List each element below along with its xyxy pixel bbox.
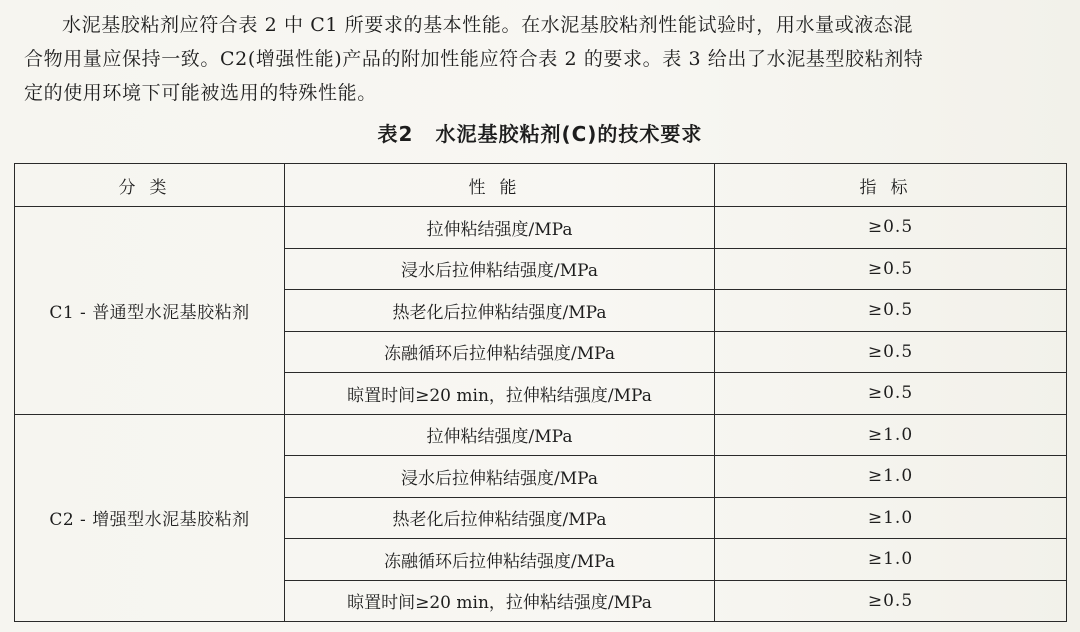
property-cell: 浸水后拉伸粘结强度/MPa xyxy=(285,248,715,290)
index-cell: ≥0.5 xyxy=(715,207,1067,249)
property-cell: 浸水后拉伸粘结强度/MPa xyxy=(285,456,715,498)
property-cell: 冻融循环后拉伸粘结强度/MPa xyxy=(285,331,715,373)
index-cell: ≥0.5 xyxy=(715,290,1067,332)
paragraph-line: 定的使用环境下可能被选用的特殊性能。 xyxy=(24,82,377,104)
index-cell: ≥0.5 xyxy=(715,373,1067,415)
index-cell: ≥1.0 xyxy=(715,497,1067,539)
index-cell: ≥0.5 xyxy=(715,331,1067,373)
property-cell: 晾置时间≥20 min，拉伸粘结强度/MPa xyxy=(285,373,715,415)
paragraph-line: 水泥基胶粘剂应符合表 2 中 C1 所要求的基本性能。在水泥基胶粘剂性能试验时，用水量或液态混 xyxy=(62,14,914,36)
intro-paragraph xyxy=(24,8,1064,110)
index-cell: ≥0.5 xyxy=(715,580,1067,622)
property-cell: 冻融循环后拉伸粘结强度/MPa xyxy=(285,539,715,581)
table-header-row xyxy=(15,164,1067,207)
category-cell: C1 - 普通型水泥基胶粘剂 xyxy=(15,207,285,415)
table-title: 水泥基胶粘剂(C)的技术要求 xyxy=(435,122,703,146)
index-cell: ≥0.5 xyxy=(715,248,1067,290)
table-row xyxy=(15,207,1067,249)
property-cell: 拉伸粘结强度/MPa xyxy=(285,207,715,249)
table-row xyxy=(15,414,1067,456)
header-property: 性能 xyxy=(285,164,715,207)
property-cell: 晾置时间≥20 min，拉伸粘结强度/MPa xyxy=(285,580,715,622)
table-caption xyxy=(0,118,1080,147)
paragraph-line: 合物用量应保持一致。C2(增强性能)产品的附加性能应符合表 2 的要求。表 3 给出了水泥基型胶粘剂特 xyxy=(24,48,924,70)
index-cell: ≥1.0 xyxy=(715,539,1067,581)
category-cell: C2 - 增强型水泥基胶粘剂 xyxy=(15,414,285,622)
table-number: 表2 xyxy=(377,122,414,146)
header-category: 分类 xyxy=(15,164,285,207)
property-cell: 热老化后拉伸粘结强度/MPa xyxy=(285,497,715,539)
property-cell: 拉伸粘结强度/MPa xyxy=(285,414,715,456)
index-cell: ≥1.0 xyxy=(715,456,1067,498)
property-cell: 热老化后拉伸粘结强度/MPa xyxy=(285,290,715,332)
spec-table xyxy=(14,163,1067,622)
header-index: 指标 xyxy=(715,164,1067,207)
index-cell: ≥1.0 xyxy=(715,414,1067,456)
